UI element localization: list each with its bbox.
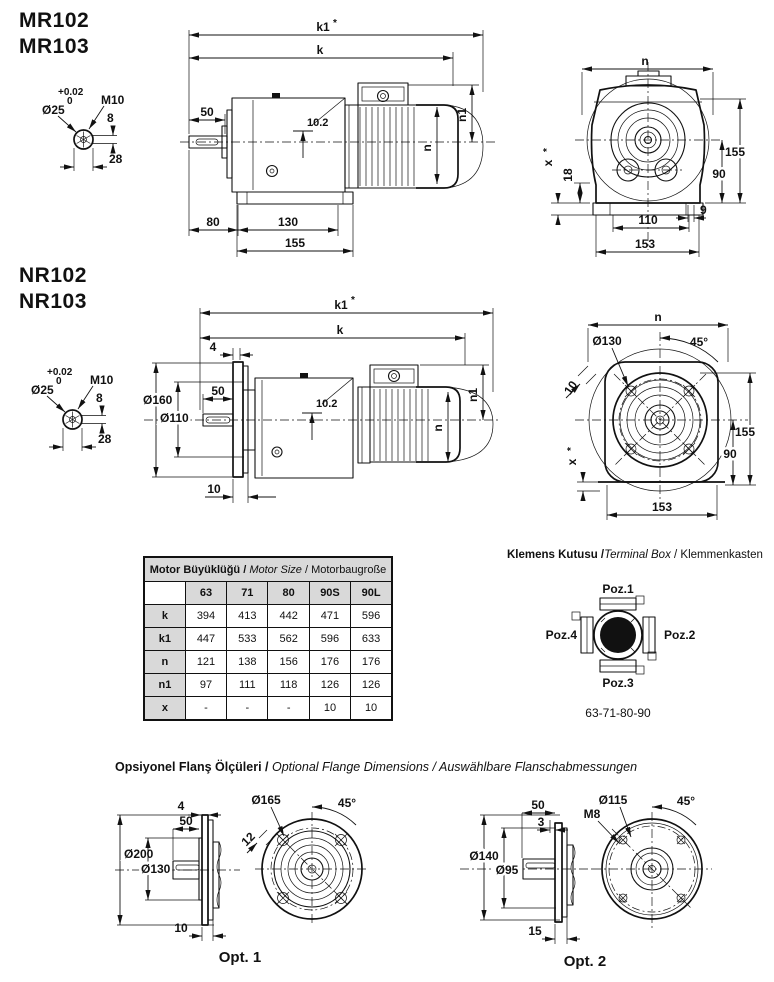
cell: 596 <box>309 628 350 651</box>
row-label: n1 <box>144 674 185 697</box>
opt2-dim-15: 15 <box>528 924 542 938</box>
column-header: 90L <box>351 582 392 605</box>
table-row <box>144 628 392 651</box>
shaft-thread-label: M10 <box>90 373 114 387</box>
flange-opt2-drawing <box>450 790 750 980</box>
cell: - <box>227 697 268 721</box>
cell: 121 <box>185 651 226 674</box>
nr-front-dim-155: 155 <box>734 425 756 439</box>
nr-dim-10: 10 <box>207 482 221 496</box>
opt2-dim-3: 3 <box>537 815 545 829</box>
shaft-diameter-label: Ø25 <box>31 383 54 397</box>
nr-front-view-drawing <box>545 305 774 525</box>
nr-dim-d110: Ø110 <box>160 411 189 425</box>
mr-front-view-drawing <box>541 45 770 260</box>
shaft-tolerance-zero: 0 <box>67 96 73 107</box>
opt2-dim-d140: Ø140 <box>469 849 499 863</box>
terminal-box-poz3: Poz.3 <box>602 676 634 690</box>
opt1-dim-50: 50 <box>179 814 193 828</box>
terminal-box-title: Klemens Kutusu /Terminal Box / Klemmenkasten <box>507 549 763 561</box>
column-header: 63 <box>185 582 226 605</box>
nr-side-dimensions <box>143 295 493 503</box>
mr-dim-155: 155 <box>284 236 306 250</box>
cell: 126 <box>351 674 392 697</box>
mr-front-dim-9: 9 <box>700 203 707 217</box>
shaft-key-length-label: 28 <box>98 432 112 446</box>
table-row <box>144 697 392 721</box>
row-label: k <box>144 605 185 628</box>
shaft-section-dimensions <box>31 367 114 451</box>
cell: 533 <box>227 628 268 651</box>
mr-dim-130: 130 <box>277 215 299 229</box>
mr-side-dimensions <box>189 18 483 257</box>
cell: 10 <box>351 697 392 721</box>
opt2-side-geometry <box>460 823 592 922</box>
shaft-key-width-label: 8 <box>107 111 114 125</box>
nr-dim-4: 4 <box>209 340 217 354</box>
row-label: n <box>144 651 185 674</box>
motor-size-table <box>143 556 393 721</box>
mr-model-title <box>19 8 89 60</box>
nr-model-title <box>19 263 87 315</box>
mr-front-dim-n: n <box>641 54 649 68</box>
nr-motor <box>358 365 493 463</box>
nr-dim-50: 50 <box>211 384 225 398</box>
nr-side-geometry <box>144 362 498 478</box>
mr-dim-k: k <box>316 43 324 57</box>
nr-front-dim-n: n <box>654 310 662 324</box>
mr-dim-10-2: 10.2 <box>307 117 329 129</box>
nr-front-dim-10: 10 <box>561 378 581 398</box>
cell: 413 <box>227 605 268 628</box>
nr-dim-10-2: 10.2 <box>316 398 338 410</box>
opt1-front-dimensions <box>238 793 356 853</box>
terminal-box-sizes: 63-71-80-90 <box>585 706 651 720</box>
cell: 471 <box>309 605 350 628</box>
cell: - <box>268 697 309 721</box>
opt1-front-geometry <box>255 812 369 926</box>
cell: 633 <box>351 628 392 651</box>
nr-front-dimensions <box>561 310 756 520</box>
cell: 596 <box>351 605 392 628</box>
nr-front-dim-90: 90 <box>723 447 737 461</box>
nr-front-dim-153: 153 <box>651 500 673 514</box>
nr-front-dim-45: 45° <box>689 335 709 349</box>
opt2-front-geometry <box>592 812 712 928</box>
mr-title-line2: MR103 <box>19 35 90 58</box>
cell: 176 <box>351 651 392 674</box>
mr-motor <box>345 83 483 188</box>
column-header: 80 <box>268 582 309 605</box>
terminal-box-diagram <box>540 578 710 723</box>
opt1-dim-d130: Ø130 <box>141 862 171 876</box>
mr-front-dim-153: 153 <box>634 237 656 251</box>
row-label: x <box>144 697 185 721</box>
mr-shaft-section-drawing <box>25 70 170 180</box>
shaft-section-geometry <box>74 130 117 149</box>
cell: 97 <box>185 674 226 697</box>
table-row <box>144 674 392 697</box>
nr-front-dim-x-star: * <box>566 447 577 451</box>
opt2-dim-d115: Ø115 <box>598 793 628 807</box>
mr-front-dim-18: 18 <box>561 168 575 182</box>
opt2-dim-d95: Ø95 <box>495 863 519 877</box>
mr-side-view-drawing <box>170 20 500 265</box>
cell: 126 <box>309 674 350 697</box>
cell: 10 <box>309 697 350 721</box>
nr-side-view-drawing <box>140 290 500 520</box>
cell: 138 <box>227 651 268 674</box>
opt1-label: Opt. 1 <box>218 949 262 966</box>
terminal-box-poz1: Poz.1 <box>602 582 634 596</box>
table-title: Motor Büyüklüğü / Motor Size / Motorbaugroße <box>144 557 392 582</box>
shaft-tolerance-zero: 0 <box>56 376 62 387</box>
mr-dim-50: 50 <box>200 105 214 119</box>
cell: 562 <box>268 628 309 651</box>
shaft-section-geometry <box>63 410 106 429</box>
mr-side-geometry <box>180 83 497 204</box>
table-header-row <box>144 582 392 605</box>
shaft-section-dimensions <box>42 87 125 171</box>
nr-title-line2: NR103 <box>19 290 87 313</box>
mr-dim-80: 80 <box>206 215 220 229</box>
opt2-side-dimensions <box>469 798 580 944</box>
terminal-box-poz4: Poz.4 <box>545 628 577 642</box>
opt1-dim-45: 45° <box>337 796 357 810</box>
nr-front-geometry <box>575 332 748 500</box>
opt1-dim-d165: Ø165 <box>251 793 281 807</box>
opt1-dim-d200: Ø200 <box>124 847 154 861</box>
opt2-dim-45: 45° <box>676 794 696 808</box>
table-corner-cell <box>144 582 185 605</box>
terminal-box-poz2: Poz.2 <box>664 628 696 642</box>
mr-dim-k1: k1 <box>316 20 330 34</box>
shaft-key-width-label: 8 <box>96 391 103 405</box>
opt1-side-geometry <box>115 815 240 925</box>
mr-title-line1: MR102 <box>19 9 90 32</box>
mr-dim-k1-star: * <box>333 18 337 29</box>
mr-dim-n: n <box>420 144 434 152</box>
shaft-key-length-label: 28 <box>109 152 123 166</box>
table-row <box>144 605 392 628</box>
opt1-dim-12: 12 <box>238 829 258 849</box>
cell: 118 <box>268 674 309 697</box>
nr-dim-n: n <box>431 424 445 432</box>
column-header: 90S <box>309 582 350 605</box>
mr-dim-n1: n1 <box>455 107 469 123</box>
mr-front-dim-x: x <box>541 159 555 167</box>
opt1-dim-10: 10 <box>174 921 188 935</box>
cell: 156 <box>268 651 309 674</box>
nr-dim-k1: k1 <box>334 298 348 312</box>
shaft-tolerance-plus: +0.02 <box>47 367 73 378</box>
nr-dim-n1: n1 <box>466 387 480 403</box>
column-header: 71 <box>227 582 268 605</box>
mr-front-dim-110: 110 <box>638 213 658 227</box>
opt2-label: Opt. 2 <box>563 953 607 970</box>
nr-title-line1: NR102 <box>19 264 87 287</box>
terminal-box-geometry <box>572 596 656 674</box>
shaft-tolerance-plus: +0.02 <box>58 87 84 98</box>
mr-front-dim-155: 155 <box>724 145 746 159</box>
shaft-thread-label: M10 <box>101 93 125 107</box>
flange-section-title: Opsiyonel Flanş Ölçüleri / Optional Flange Dimensions / Auswählbare Flanschabmessungen <box>115 760 638 774</box>
cell: 442 <box>268 605 309 628</box>
opt2-dim-m8: M8 <box>583 807 601 821</box>
nr-front-dim-d130: Ø130 <box>592 334 622 348</box>
cell: - <box>185 697 226 721</box>
table-row <box>144 651 392 674</box>
cell: 176 <box>309 651 350 674</box>
cell: 111 <box>227 674 268 697</box>
shaft-diameter-label: Ø25 <box>42 103 65 117</box>
nr-front-dim-x: x <box>565 458 579 466</box>
opt2-dim-50: 50 <box>531 798 545 812</box>
nr-dim-k: k <box>336 323 344 337</box>
mr-front-dim-x-star: * <box>542 148 553 152</box>
nr-shaft-section-drawing <box>14 350 159 460</box>
opt1-dim-4: 4 <box>177 799 185 813</box>
nr-dim-k1-star: * <box>351 295 355 306</box>
row-label: k1 <box>144 628 185 651</box>
nr-dim-d160: Ø160 <box>143 393 173 407</box>
flange-opt1-drawing <box>105 790 395 975</box>
mr-front-dim-90: 90 <box>712 167 726 181</box>
cell: 447 <box>185 628 226 651</box>
cell: 394 <box>185 605 226 628</box>
